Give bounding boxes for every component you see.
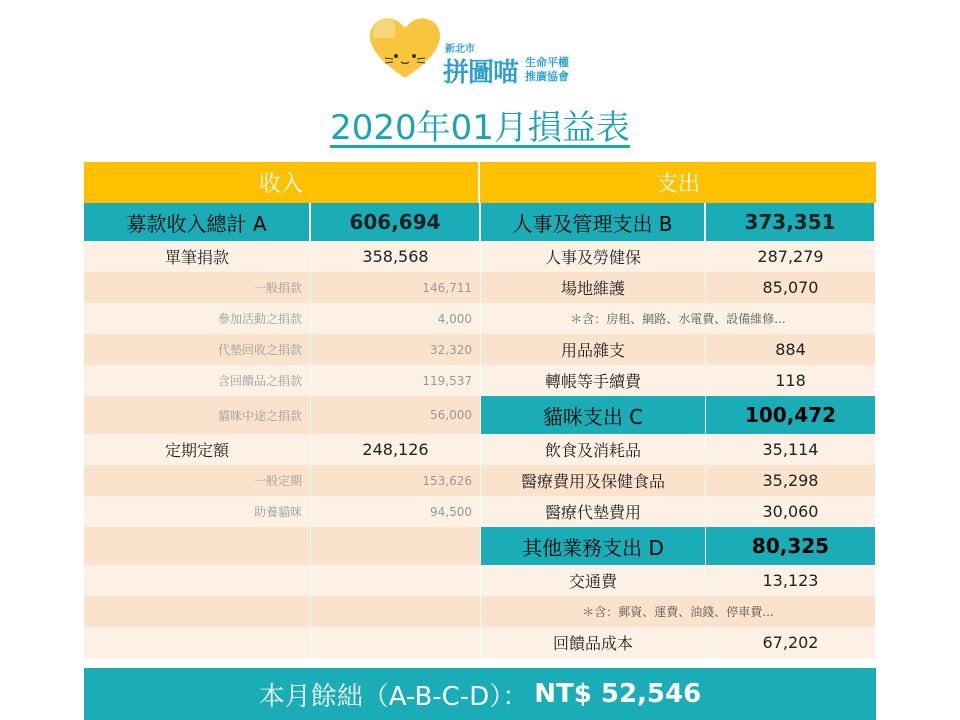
expense-section-label: 人事及管理支出 B xyxy=(481,203,706,241)
income-item-label: 代墊回收之捐款 xyxy=(84,334,311,365)
income-item-label: 含回饋品之捐款 xyxy=(84,365,311,396)
income-item-value xyxy=(311,596,481,627)
page-title: 2020年01月損益表 xyxy=(330,108,630,148)
logo-tagline-2: 推廣協會 xyxy=(525,70,569,83)
table-header-row xyxy=(84,162,876,203)
income-item-label: 一般捐款 xyxy=(84,272,311,303)
logo-city: 新北市 xyxy=(445,44,475,55)
table-row xyxy=(84,396,876,434)
income-item-label xyxy=(84,527,311,565)
income-item-label xyxy=(84,627,311,658)
table-row xyxy=(84,496,876,527)
table-row xyxy=(84,627,876,658)
income-item-value: 94,500 xyxy=(311,496,481,527)
expense-item-value: 884 xyxy=(706,334,876,365)
table-row xyxy=(84,596,876,627)
expense-section-total: 100,472 xyxy=(706,396,876,434)
expense-item-value: 118 xyxy=(706,365,876,396)
income-item-value: 119,537 xyxy=(311,365,481,396)
expense-section-label: 其他業務支出 D xyxy=(481,527,706,565)
expense-section-total: 373,351 xyxy=(706,203,876,241)
table-row xyxy=(84,241,876,272)
expense-item-label: 交通費 xyxy=(481,565,706,596)
expense-item-label: 回饋品成本 xyxy=(481,627,706,658)
heart-puzzle-icon xyxy=(365,8,445,88)
monthly-balance-footer xyxy=(84,668,876,720)
income-item-label xyxy=(84,565,311,596)
expense-item-label: 場地維護 xyxy=(481,272,706,303)
income-item-value: 153,626 xyxy=(311,465,481,496)
balance-value: NT$ 52,546 xyxy=(534,679,702,709)
table-row xyxy=(84,303,876,334)
income-item-label: 定期定額 xyxy=(84,434,311,465)
table-body xyxy=(84,203,876,658)
income-item-value: 248,126 xyxy=(311,434,481,465)
expense-note: ＊含：郵資、運費、油錢、停車費... xyxy=(481,596,876,627)
income-item-value: 4,000 xyxy=(311,303,481,334)
profit-loss-table xyxy=(84,162,876,658)
expense-item-label: 轉帳等手續費 xyxy=(481,365,706,396)
income-item-value: 32,320 xyxy=(311,334,481,365)
income-item-value xyxy=(311,627,481,658)
income-item-label: 參加活動之捐款 xyxy=(84,303,311,334)
logo-tagline-1: 生命平權 xyxy=(525,56,569,69)
income-item-label: 助養貓咪 xyxy=(84,496,311,527)
income-item-value xyxy=(311,527,481,565)
expense-item-label: 醫療代墊費用 xyxy=(481,496,706,527)
expense-item-value: 35,114 xyxy=(706,434,876,465)
association-logo xyxy=(365,8,600,88)
income-item-value: 56,000 xyxy=(311,396,481,434)
expense-item-label: 醫療費用及保健食品 xyxy=(481,465,706,496)
income-item-value xyxy=(311,565,481,596)
table-row xyxy=(84,434,876,465)
table-row xyxy=(84,203,876,241)
income-header: 收入 xyxy=(84,162,480,203)
expense-item-value: 13,123 xyxy=(706,565,876,596)
expense-item-value: 35,298 xyxy=(706,465,876,496)
income-item-label: 單筆捐款 xyxy=(84,241,311,272)
income-item-label: 貓咪中途之捐款 xyxy=(84,396,311,434)
expense-item-label: 人事及勞健保 xyxy=(481,241,706,272)
income-section-label: 募款收入總計 A xyxy=(84,203,311,241)
table-row xyxy=(84,465,876,496)
income-item-label: 一般定期 xyxy=(84,465,311,496)
expense-item-value: 67,202 xyxy=(706,627,876,658)
income-item-value: 146,711 xyxy=(311,272,481,303)
expense-item-value: 287,279 xyxy=(706,241,876,272)
table-row xyxy=(84,365,876,396)
table-row xyxy=(84,565,876,596)
balance-label: 本月餘絀（A-B-C-D）： xyxy=(258,681,529,712)
income-section-total: 606,694 xyxy=(311,203,481,241)
table-row xyxy=(84,334,876,365)
expense-section-label: 貓咪支出 C xyxy=(481,396,706,434)
expense-note: ＊含：房租、網路、水電費、設備維修... xyxy=(481,303,876,334)
expense-item-label: 飲食及消耗品 xyxy=(481,434,706,465)
income-item-value: 358,568 xyxy=(311,241,481,272)
table-row xyxy=(84,272,876,303)
expense-item-value: 85,070 xyxy=(706,272,876,303)
table-row xyxy=(84,527,876,565)
expense-section-total: 80,325 xyxy=(706,527,876,565)
logo-name: 拼圖喵 xyxy=(443,58,519,88)
expense-item-label: 用品雜支 xyxy=(481,334,706,365)
expense-item-value: 30,060 xyxy=(706,496,876,527)
expense-header: 支出 xyxy=(655,172,700,197)
income-item-label xyxy=(84,596,311,627)
